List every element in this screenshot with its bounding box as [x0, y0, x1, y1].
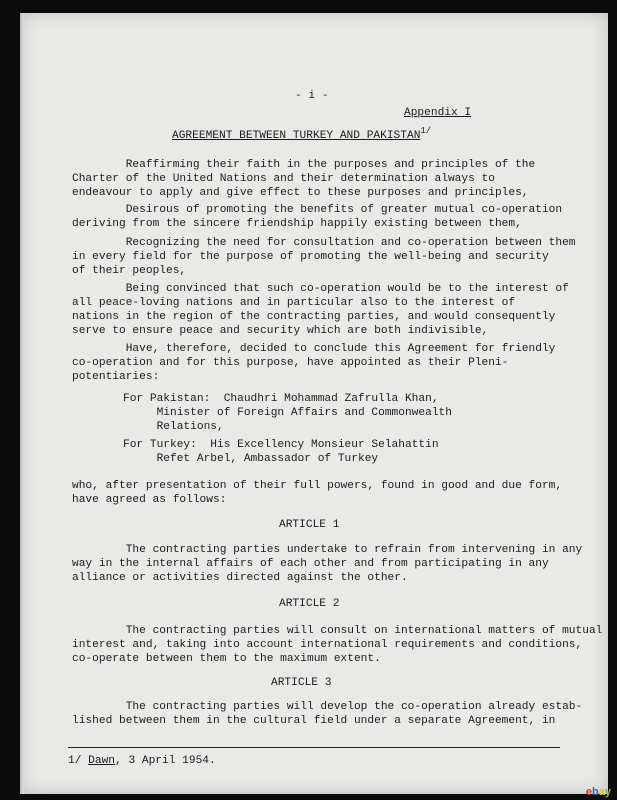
page-number: - i - [295, 90, 329, 102]
footnote-mark: 1/ [68, 755, 82, 767]
preamble-1-line-3: endeavour to apply and give effect to these purposes and principles, [72, 187, 529, 199]
preamble-2-line-1: Desirous of promoting the benefits of greater mutual co-operation [72, 204, 563, 216]
article-2-line-3: co-operate between them to the maximum extent. [72, 653, 381, 665]
article-1-line-2: way in the internal affairs of each other and from participating in any [72, 558, 549, 570]
article-3-line-1: The contracting parties will develop the co-operation already estab- [72, 701, 583, 713]
preamble-3-line-1: Recognizing the need for consultation and co-operation between them [72, 237, 576, 249]
preamble-5-line-1: Have, therefore, decided to conclude this Agreement for friendly [72, 343, 556, 355]
article-3-line-2: lished between them in the cultural field under a separate Agreement, in [72, 715, 556, 727]
article-3-heading: ARTICLE 3 [271, 677, 332, 689]
article-1-line-1: The contracting parties undertake to refrain from intervening in any [72, 544, 583, 556]
page-spine [20, 13, 24, 794]
title-footnote-mark: 1/ [420, 126, 432, 136]
footnote [68, 754, 216, 768]
preamble-3-line-3: of their peoples, [72, 265, 187, 277]
ebay-watermark: ebay [585, 786, 611, 798]
preamble-3-line-2: in every field for the purpose of promoting the well-being and security [72, 251, 549, 263]
document-title [172, 126, 432, 143]
article-2-heading: ARTICLE 2 [279, 598, 340, 610]
turkey-plenipotentiary-line-1: For Turkey: His Excellency Monsieur Selahattin [123, 439, 439, 451]
article-1-line-3: alliance or activities directed against the other. [72, 572, 408, 584]
closing-clause-line-1: who, after presentation of their full powers, found in good and due form, [72, 480, 563, 492]
preamble-4-line-2: all peace-loving nations and in particular also to the interest of [72, 297, 516, 309]
footnote-rule [68, 747, 560, 748]
preamble-4-line-3: nations in the region of the contracting parties, and would consequently [72, 311, 556, 323]
preamble-1-line-1: Reaffirming their faith in the purposes and principles of the [72, 159, 536, 171]
pakistan-plenipotentiary-line-1: For Pakistan: Chaudhri Mohammad Zafrulla Khan, [123, 393, 439, 405]
document-page [20, 13, 608, 794]
appendix-label: Appendix I [404, 107, 472, 119]
preamble-1-line-2: Charter of the United Nations and their determination always to [72, 173, 495, 185]
title-text: AGREEMENT BETWEEN TURKEY AND PAKISTAN [172, 130, 421, 142]
preamble-2-line-2: deriving from the sincere friendship happily existing between them, [72, 218, 522, 230]
turkey-plenipotentiary-line-2: Refet Arbel, Ambassador of Turkey [123, 453, 379, 465]
footnote-source: Dawn [88, 755, 116, 767]
preamble-5-line-3: potentiaries: [72, 371, 160, 383]
preamble-5-line-2: co-operation and for this purpose, have appointed as their Pleni- [72, 357, 509, 369]
preamble-4-line-4: serve to ensure peace and security which are both indivisible, [72, 325, 489, 337]
pakistan-plenipotentiary-line-2: Minister of Foreign Affairs and Commonwealth [123, 407, 452, 419]
pakistan-plenipotentiary-line-3: Relations, [123, 421, 224, 433]
preamble-4-line-1: Being convinced that such co-operation would be to the interest of [72, 283, 569, 295]
closing-clause-line-2: have agreed as follows: [72, 494, 227, 506]
footnote-date: , 3 April 1954. [115, 755, 216, 767]
article-1-heading: ARTICLE 1 [279, 519, 340, 531]
article-2-line-2: interest and, taking into account international requirements and conditions, [72, 639, 583, 651]
article-2-line-1: The contracting parties will consult on international matters of mutual [72, 625, 603, 637]
